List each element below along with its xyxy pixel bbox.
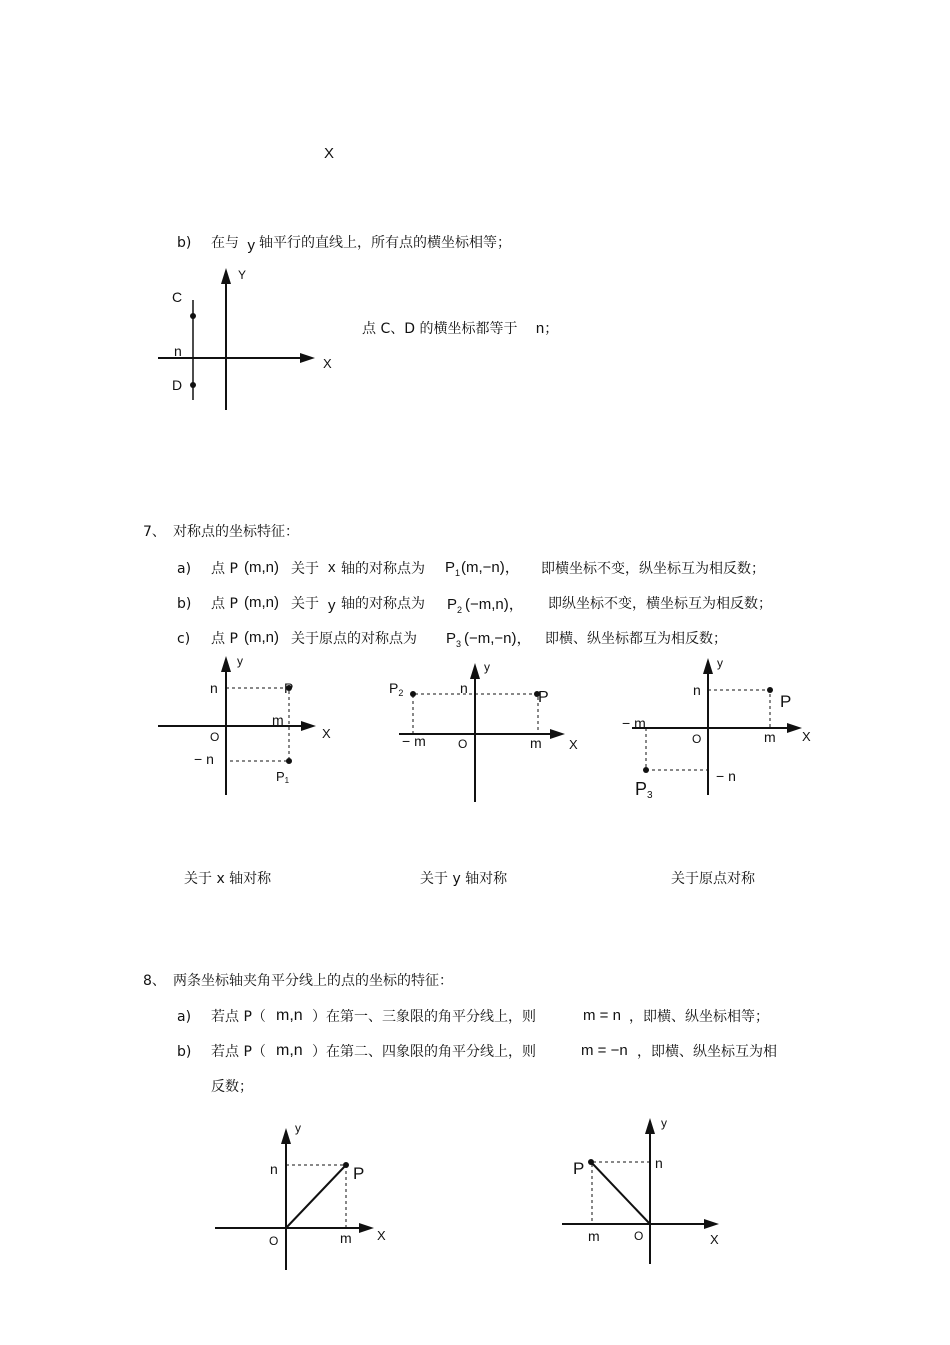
s8-item-b-desc-cont: 反数； [211, 1079, 253, 1095]
s7-item-b-point-sub: 2 [457, 605, 463, 615]
section8-number: 8、 [143, 973, 166, 989]
fig-os-p3-sub: 3 [647, 790, 653, 801]
section7-number: 7、 [143, 524, 166, 540]
s7-item-c-marker: c) [177, 631, 191, 647]
item-b-pre: 在与 [211, 235, 239, 251]
fig-ys-p-label: P [538, 689, 549, 706]
fig-os-neg-m-label: − m [622, 715, 646, 731]
fig-os-x-arrow [787, 723, 802, 733]
fig-ys-p2-letter: P [389, 680, 399, 696]
s8-item-a-formula: m = n [583, 1007, 621, 1024]
item-b-var: y [247, 237, 255, 254]
fig-ba-y-arrow [281, 1128, 291, 1144]
fig-bb-x-arrow [704, 1219, 719, 1229]
figure-bisector-1-3 [210, 1118, 410, 1278]
caption-origin-symmetry: 关于原点对称 [671, 871, 755, 887]
s7-item-c-mid: 关于原点的对称点为 [291, 631, 417, 647]
fig-yp-x-arrow [300, 353, 315, 363]
fig-yp-d-label: D [172, 377, 183, 393]
fig-ys-x-arrow [550, 729, 565, 739]
fig-bb-o-label: O [634, 1229, 644, 1243]
s7-item-b-point-letter: P [447, 596, 458, 613]
figure-yp-note-pre: 点 C、D 的横坐标都等于 [362, 321, 518, 337]
fig-ba-n-label: n [270, 1161, 278, 1177]
s8-item-a-desc: ，即横、纵坐标相等； [629, 1009, 769, 1025]
fig-ys-o-label: O [458, 737, 468, 751]
s8-item-a-pre: 若点 P（ [211, 1009, 266, 1025]
s7-item-b-pre: 点 P [211, 596, 238, 612]
s7-item-b-mid2: 轴的对称点为 [341, 596, 425, 612]
fig-xs-p1-label [276, 769, 290, 785]
fig-yp-n-label: n [174, 343, 182, 359]
s7-item-c-point-sub: 3 [456, 639, 462, 649]
fig-xs-x-label: X [322, 726, 331, 741]
fig-ys-neg-m-label: − m [402, 733, 426, 749]
s7-item-c-result: (−m,−n)， [464, 630, 532, 647]
fig-yp-c-label: C [172, 289, 183, 305]
s7-item-c-coords: (m,n) [244, 629, 279, 646]
fig-ba-x-label: X [377, 1228, 386, 1243]
fig-yp-y-arrow [221, 268, 231, 284]
fig-xs-p1-sub: 1 [284, 776, 290, 785]
fig-os-p3-label [635, 779, 653, 801]
fig-os-point-p3 [643, 767, 649, 773]
fig-bb-point-p [588, 1159, 594, 1165]
fig-yp-point-c [190, 313, 196, 319]
s7-item-a-mid: 关于 [291, 561, 319, 577]
s8-item-a-marker: a) [177, 1009, 192, 1025]
fig-yp-y-label: Y [238, 268, 247, 282]
fig-ba-p-label: P [353, 1164, 365, 1183]
section7-title: 对称点的坐标特征： [173, 524, 299, 540]
fig-ba-y-label: y [295, 1121, 301, 1135]
fig-ba-point-p [343, 1162, 349, 1168]
s8-item-a-post: ）在第一、三象限的角平分线上，则 [312, 1009, 536, 1025]
fig-os-x-label: X [802, 729, 811, 744]
s8-item-b-marker: b) [177, 1044, 192, 1060]
s7-item-b-desc: 即纵坐标不变，横坐标互为相反数； [548, 596, 772, 612]
fig-ba-x-arrow [359, 1223, 374, 1233]
fig-os-m-label: m [764, 729, 776, 745]
s7-item-b-result: (−m,n)， [465, 596, 524, 613]
section8-title: 两条坐标轴夹角平分线上的点的坐标的特征： [173, 973, 453, 989]
caption-y-symmetry: 关于 y 轴对称 [420, 871, 508, 887]
s7-item-a-point-letter: P [445, 559, 456, 576]
fig-ba-bisector [286, 1165, 346, 1228]
top-x-label: X [324, 145, 335, 162]
s7-item-b-mid: 关于 [291, 596, 319, 612]
s7-item-a-var: x [328, 559, 336, 576]
fig-ys-x-label: X [569, 737, 578, 752]
fig-os-y-arrow [703, 658, 713, 674]
s7-item-b-coords: (m,n) [244, 594, 279, 611]
fig-ba-o-label: O [269, 1234, 279, 1248]
s7-item-c-desc: 即横、纵坐标都互为相反数； [545, 631, 727, 647]
fig-ys-y-arrow [470, 663, 480, 679]
s7-item-c-pre: 点 P [211, 631, 238, 647]
s7-item-c-point [446, 630, 461, 653]
figure-yp-note-var: n [535, 320, 545, 337]
fig-bb-y-label: y [661, 1116, 667, 1130]
s7-item-a-result: (m,−n)， [461, 559, 520, 576]
fig-os-p-label: P [780, 692, 792, 711]
s7-item-a-coords: (m,n) [244, 559, 279, 576]
figure-y-symmetry [385, 655, 595, 805]
fig-xs-o-label: O [210, 730, 220, 744]
fig-xs-p1-letter: P [276, 769, 285, 784]
fig-yp-x-label: X [323, 356, 332, 371]
fig-yp-point-d [190, 382, 196, 388]
s8-item-b-pre: 若点 P（ [211, 1044, 266, 1060]
figure-yp-note [362, 320, 558, 338]
s7-item-b-marker: b) [177, 596, 192, 612]
fig-xs-neg-n-label: − n [194, 751, 214, 767]
figure-x-symmetry [150, 650, 350, 800]
fig-ys-m-label: m [530, 735, 542, 751]
fig-xs-p-label: P [284, 680, 294, 696]
s8-item-b-formula: m = −n [581, 1042, 628, 1059]
item-b-text [211, 234, 511, 252]
fig-bb-m-label: m [588, 1228, 600, 1244]
s7-item-a-pre: 点 P [211, 561, 238, 577]
item-b-post: 轴平行的直线上，所有点的横坐标相等； [258, 235, 511, 251]
fig-ys-p2-label [389, 680, 403, 698]
fig-bb-n-label: n [655, 1155, 663, 1171]
s7-item-a-marker: a) [177, 561, 192, 577]
fig-os-o-label: O [692, 732, 702, 746]
fig-os-neg-n-label: − n [716, 768, 736, 784]
fig-ba-m-label: m [340, 1230, 352, 1246]
figure-yp-note-post: ； [544, 321, 559, 337]
fig-os-point-p [767, 687, 773, 693]
s7-item-c-point-letter: P [446, 630, 457, 647]
fig-xs-n-label: n [210, 680, 218, 696]
fig-os-dash-p [708, 690, 770, 728]
fig-bb-p-label: P [573, 1159, 585, 1178]
s8-item-b-coords: m,n [276, 1042, 303, 1059]
s7-item-a-point-sub: 1 [455, 568, 461, 578]
fig-ys-point-p2 [410, 691, 416, 697]
fig-ys-n-label: n [460, 680, 468, 696]
fig-xs-y-label: y [237, 654, 243, 668]
fig-os-p3-letter: P [635, 779, 648, 799]
fig-os-n-label: n [693, 682, 701, 698]
fig-xs-x-arrow [301, 721, 316, 731]
figure-origin-symmetry [618, 652, 828, 802]
fig-xs-y-arrow [221, 656, 231, 672]
s7-item-a-point [445, 559, 460, 582]
s7-item-b-point [447, 596, 462, 619]
fig-xs-m-label: m [272, 712, 284, 728]
fig-xs-point-p1 [286, 758, 292, 764]
fig-ys-y-label: y [484, 660, 490, 674]
item-b-marker: b) [177, 235, 192, 251]
s8-item-a-coords: m,n [276, 1007, 303, 1024]
fig-bb-x-label: X [710, 1232, 719, 1247]
s8-item-b-desc: ，即横、纵坐标互为相 [637, 1044, 777, 1060]
s7-item-b-var: y [328, 597, 336, 614]
fig-os-y-label: y [717, 656, 723, 670]
fig-bb-bisector [591, 1162, 650, 1224]
fig-bb-y-arrow [645, 1118, 655, 1134]
s8-item-b-post: ）在第二、四象限的角平分线上，则 [312, 1044, 536, 1060]
s7-item-a-mid2: 轴的对称点为 [341, 561, 425, 577]
fig-ys-p2-sub: 2 [398, 688, 404, 698]
s7-item-a-desc: 即横坐标不变，纵坐标互为相反数； [541, 561, 765, 577]
figure-y-parallel [150, 262, 350, 412]
figure-bisector-2-4 [560, 1112, 760, 1272]
caption-x-symmetry: 关于 x 轴对称 [184, 871, 272, 887]
